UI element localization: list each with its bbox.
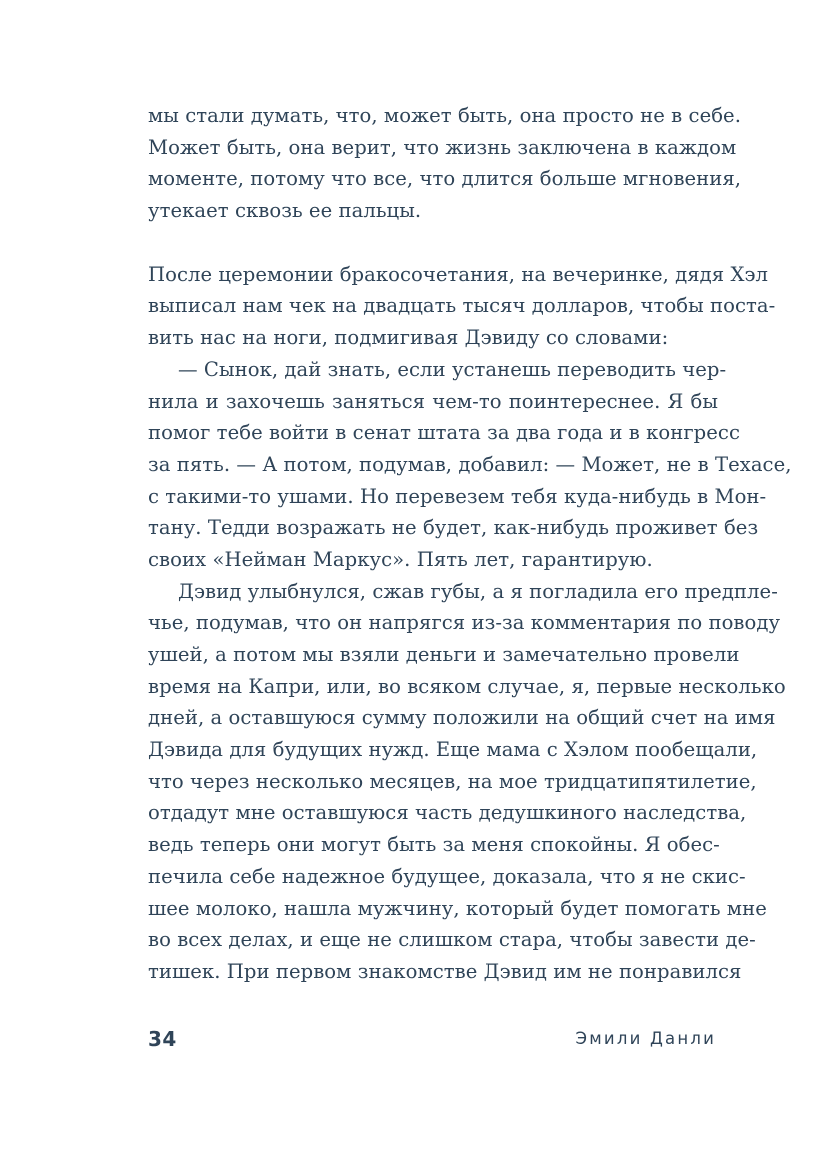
text-line: печила себе надежное будущее, доказала, что я не скис- bbox=[148, 864, 746, 888]
text-line: помог тебе войти в сенат штата за два года и в конгресс bbox=[148, 421, 740, 445]
text-line: во всех делах, и еще не слишком стара, чтобы завести де- bbox=[148, 928, 756, 952]
text-line: отдадут мне оставшуюся часть дедушкиного наследства, bbox=[148, 801, 747, 825]
page-number: 34 bbox=[148, 1027, 177, 1051]
text-line: ушей, а потом мы взяли деньги и замечательно провели bbox=[148, 643, 740, 666]
text-line: выписал нам чек на двадцать тысяч долларов, чтобы поста- bbox=[148, 294, 776, 318]
text-line: за пять. — А потом, подумав, добавил: — Может, не в Техасе, bbox=[148, 452, 792, 476]
text-line: тишек. При первом знакомстве Дэвид им не понравился bbox=[148, 959, 742, 983]
text-line: мы стали думать, что, может быть, она просто не в себе. bbox=[148, 104, 741, 127]
text-line: что через несколько месяцев, на мое тридцатипятилетие, bbox=[148, 769, 757, 793]
text-line: ведь теперь они могут быть за меня спокойны. Я обес- bbox=[148, 833, 720, 857]
text-line: Может быть, она верит, что жизнь заключена в каждом bbox=[148, 135, 737, 159]
text-line: вить нас на ноги, подмигивая Дэвиду со словами: bbox=[148, 326, 669, 350]
text-line: дней, а оставшуюся сумму положили на общий счет на имя bbox=[148, 706, 776, 730]
text-line: нила и захочешь заняться чем-то поинтереснее. Я бы bbox=[148, 389, 718, 413]
text-line: — Сынок, дай знать, если устанешь переводить чер- bbox=[178, 357, 727, 381]
running-header-author: Эмили Данли bbox=[575, 1029, 716, 1048]
text-line: шее молоко, нашла мужчину, который будет помогать мне bbox=[148, 896, 767, 920]
text-line: чье, подумав, что он напрягся из-за комментария по поводу bbox=[148, 611, 781, 635]
text-line: тану. Тедди возражать не будет, как-нибудь проживет без bbox=[148, 516, 759, 540]
page-footer bbox=[148, 1025, 718, 1057]
text-line: время на Капри, или, во всяком случае, я, первые несколько bbox=[148, 674, 786, 698]
text-line: После церемонии бракосочетания, на вечеринке, дядя Хэл bbox=[148, 262, 768, 286]
text-line: Дэвид улыбнулся, сжав губы, а я погладила его предпле- bbox=[178, 579, 778, 603]
text-line: моменте, потому что все, что длится больше мгновения, bbox=[148, 167, 742, 191]
text-line: утекает сквозь ее пальцы. bbox=[148, 199, 422, 223]
text-line: с такими-то ушами. Но перевезем тебя куда-нибудь в Мон- bbox=[148, 484, 767, 508]
paragraph-gap bbox=[148, 227, 718, 259]
text-line: Дэвида для будущих нужд. Еще мама с Хэлом пообещали, bbox=[148, 738, 758, 762]
page-body-text bbox=[148, 100, 792, 988]
text-line: своих «Нейман Маркус». Пять лет, гарантирую. bbox=[148, 547, 653, 571]
